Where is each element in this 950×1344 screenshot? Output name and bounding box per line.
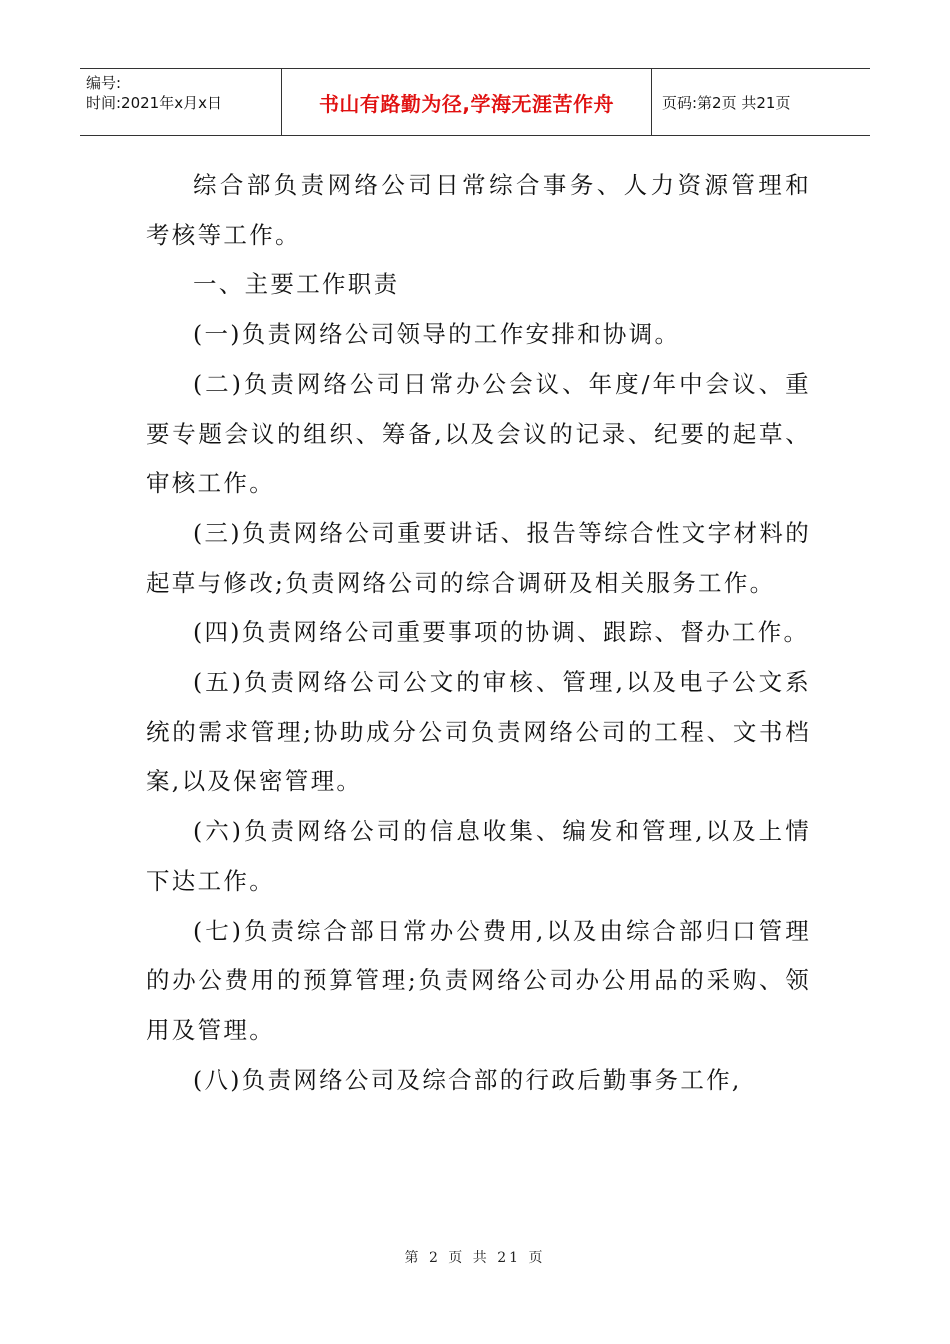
duty-item-2: (二)负责网络公司日常办公会议、年度/年中会议、重要专题会议的组织、筹备,以及会议的记录、纪要的起草、审核工作。 <box>146 369 811 498</box>
duty-item-8: (八)负责网络公司及综合部的行政后勤事务工作, <box>193 1065 742 1094</box>
duty-item-4: (四)负责网络公司重要事项的协调、跟踪、督办工作。 <box>193 618 810 647</box>
duty-item-1: (一)负责网络公司领导的工作安排和协调。 <box>193 320 681 349</box>
header-motto: 书山有路勤为径,学海无涯苦作舟 <box>282 69 652 135</box>
paragraph-intro: 综合部负责网络公司日常综合事务、人力资源管理和考核等工作。 <box>146 171 811 249</box>
header-meta <box>80 69 282 135</box>
duty-item-5: (五)负责网络公司公文的审核、管理,以及电子公文系统的需求管理;协助成分公司负责网络公司的工程、文书档案,以及保密管理。 <box>146 668 811 796</box>
duty-item-7: (七)负责综合部日常办公费用,以及由综合部归口管理的办公费用的预算管理;负责网络公司办公用品的采购、领用及管理。 <box>146 916 811 1044</box>
page-footer: 第 2 页 共 21 页 <box>404 1250 546 1266</box>
section-heading: 一、主要工作职责 <box>193 270 400 299</box>
number-label: 编号: <box>86 74 122 92</box>
duty-item-6: (六)负责网络公司的信息收集、编发和管理,以及上情下达工作。 <box>146 817 811 895</box>
document-header <box>80 68 870 136</box>
date-label: 时间:2021年x月x日 <box>86 94 222 112</box>
document-body <box>146 161 811 1105</box>
duty-item-3: (三)负责网络公司重要讲话、报告等综合性文字材料的起草与修改;负责网络公司的综合调研及相关服务工作。 <box>146 518 811 597</box>
header-page-info: 页码:第2页 共21页 <box>662 93 791 112</box>
